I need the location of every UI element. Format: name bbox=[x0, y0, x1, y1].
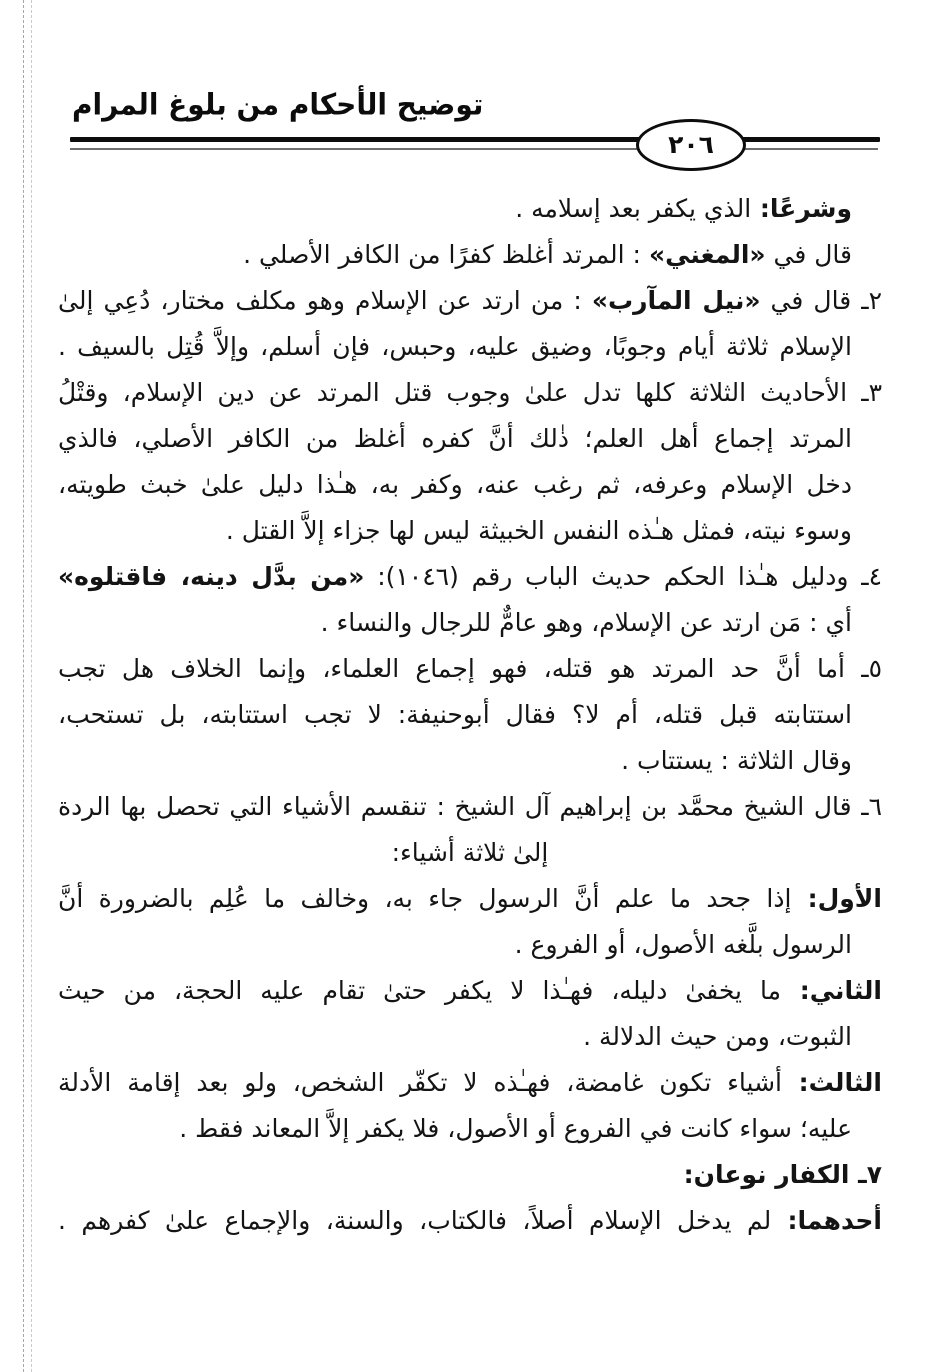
text-run: وسوء نيته، فمثل هـٰذه النفس الخبيثة ليس لها جزاء إلاَّ القتل . bbox=[225, 516, 852, 545]
text-run: أشياء تكون غامضة، فهـٰذه لا تكفّر الشخص، ولو بعد إقامة الأدلة bbox=[58, 1068, 782, 1097]
text-line bbox=[58, 968, 882, 1014]
text-run: إذا جحد ما علم أنَّ الرسول جاء به، وخالف ما عُلِم بالضرورة أنَّ bbox=[58, 884, 792, 913]
bold-text-run: الثالث: bbox=[782, 1068, 882, 1097]
bold-text-run: أحدهما: bbox=[771, 1206, 882, 1235]
text-run: : المرتد أغلظ كفرًا من الكافر الأصلي . bbox=[243, 240, 649, 269]
bold-text-run: «نيل المآرب» bbox=[591, 286, 761, 315]
text-line bbox=[58, 876, 882, 922]
text-line bbox=[58, 186, 882, 232]
scan-binding-line bbox=[23, 0, 24, 1372]
text-line bbox=[58, 554, 882, 600]
bold-text-run: وشرعًا: bbox=[751, 194, 852, 223]
bold-text-run: الثاني: bbox=[781, 976, 882, 1005]
text-run: ٥ـ أما أنَّ حد المرتد هو قتله، فهو إجماع العلماء، وإنما الخلاف هل تجب bbox=[58, 654, 882, 683]
text-run: أي : مَن ارتد عن الإسلام، وهو عامٌّ للرجال والنساء . bbox=[320, 608, 852, 637]
bold-text-run: «من بدَّل دينه، فاقتلوه» bbox=[58, 562, 365, 591]
text-line bbox=[58, 462, 882, 508]
text-run: الإسلام ثلاثة أيام وجوبًا، وضيق عليه، وحبس، فإن أسلم، وإلاَّ قُتِل بالسيف . bbox=[58, 332, 852, 361]
book-title: توضيح الأحكام من بلوغ المرام bbox=[72, 87, 484, 122]
bold-text-run: «المغني» bbox=[648, 240, 766, 269]
bold-text-run: ٧ـ الكفار نوعان: bbox=[683, 1160, 882, 1189]
text-line bbox=[58, 692, 882, 738]
text-run: استتابته قبل قتله، أم لا؟ فقال أبوحنيفة: لا تجب استتابته، بل تستحب، bbox=[58, 700, 852, 729]
text-line bbox=[58, 830, 882, 876]
text-run: إلىٰ ثلاثة أشياء: bbox=[391, 838, 549, 867]
text-run: ٦ـ قال الشيخ محمَّد بن إبراهيم آل الشيخ : تنقسم الأشياء التي تحصل بها الردة bbox=[58, 792, 882, 821]
text-run: وقال الثلاثة : يستتاب . bbox=[621, 746, 852, 775]
text-run: الذي يكفر بعد إسلامه . bbox=[515, 194, 752, 223]
text-line bbox=[58, 922, 882, 968]
text-run: ٣ـ الأحاديث الثلاثة كلها تدل علىٰ وجوب قتل المرتد عن دين الإسلام، وقتْلُ bbox=[58, 378, 882, 407]
text-line bbox=[58, 370, 882, 416]
text-run: الرسول بلَّغه الأصول، أو الفروع . bbox=[514, 930, 852, 959]
text-line bbox=[58, 416, 882, 462]
text-line bbox=[58, 738, 882, 784]
text-run: ٢ـ قال في bbox=[760, 286, 882, 315]
text-run: ما يخفىٰ دليله، فهـٰذا لا يكفر حتىٰ تقام عليه الحجة، من حيث bbox=[58, 976, 781, 1005]
text-run: ٤ـ ودليل هـٰذا الحكم حديث الباب رقم (١٠٤٦): bbox=[364, 562, 882, 591]
bold-text-run: الأول: bbox=[791, 884, 882, 913]
header-rule-thin bbox=[70, 148, 878, 150]
text-run: : من ارتد عن الإسلام وهو مكلف مختار، دُعِي إلىٰ bbox=[58, 286, 592, 315]
text-line bbox=[58, 508, 882, 554]
page-number: ٢٠٦ bbox=[668, 129, 714, 159]
text-run: قال في bbox=[765, 240, 852, 269]
text-run: دخل الإسلام وعرفه، ثم رغب عنه، وكفر به، هـٰذا دليل علىٰ خبث طويته، bbox=[58, 470, 852, 499]
scan-binding-line bbox=[31, 0, 32, 1372]
body-text bbox=[58, 186, 882, 1244]
text-line bbox=[58, 278, 882, 324]
text-line bbox=[58, 1060, 882, 1106]
page-number-cartouche bbox=[636, 119, 746, 171]
text-run: الثبوت، ومن حيث الدلالة . bbox=[583, 1022, 852, 1051]
text-run: عليه؛ سواء كانت في الفروع أو الأصول، فلا يكفر إلاَّ المعاند فقط . bbox=[179, 1114, 852, 1143]
text-line bbox=[58, 1106, 882, 1152]
text-line bbox=[58, 600, 882, 646]
text-run: لم يدخل الإسلام أصلاً، فالكتاب، والسنة، والإجماع علىٰ كفرهم . bbox=[58, 1206, 772, 1235]
text-line bbox=[58, 646, 882, 692]
text-run: المرتد إجماع أهل العلم؛ ذٰلك أنَّ كفره أغلظ من الكافر الأصلي، فالذي bbox=[58, 424, 852, 453]
text-line bbox=[58, 232, 882, 278]
text-line bbox=[58, 1014, 882, 1060]
header-rule-thick bbox=[70, 137, 880, 142]
text-line bbox=[58, 324, 882, 370]
text-line bbox=[58, 1152, 882, 1198]
text-line bbox=[58, 1198, 882, 1244]
text-line bbox=[58, 784, 882, 830]
